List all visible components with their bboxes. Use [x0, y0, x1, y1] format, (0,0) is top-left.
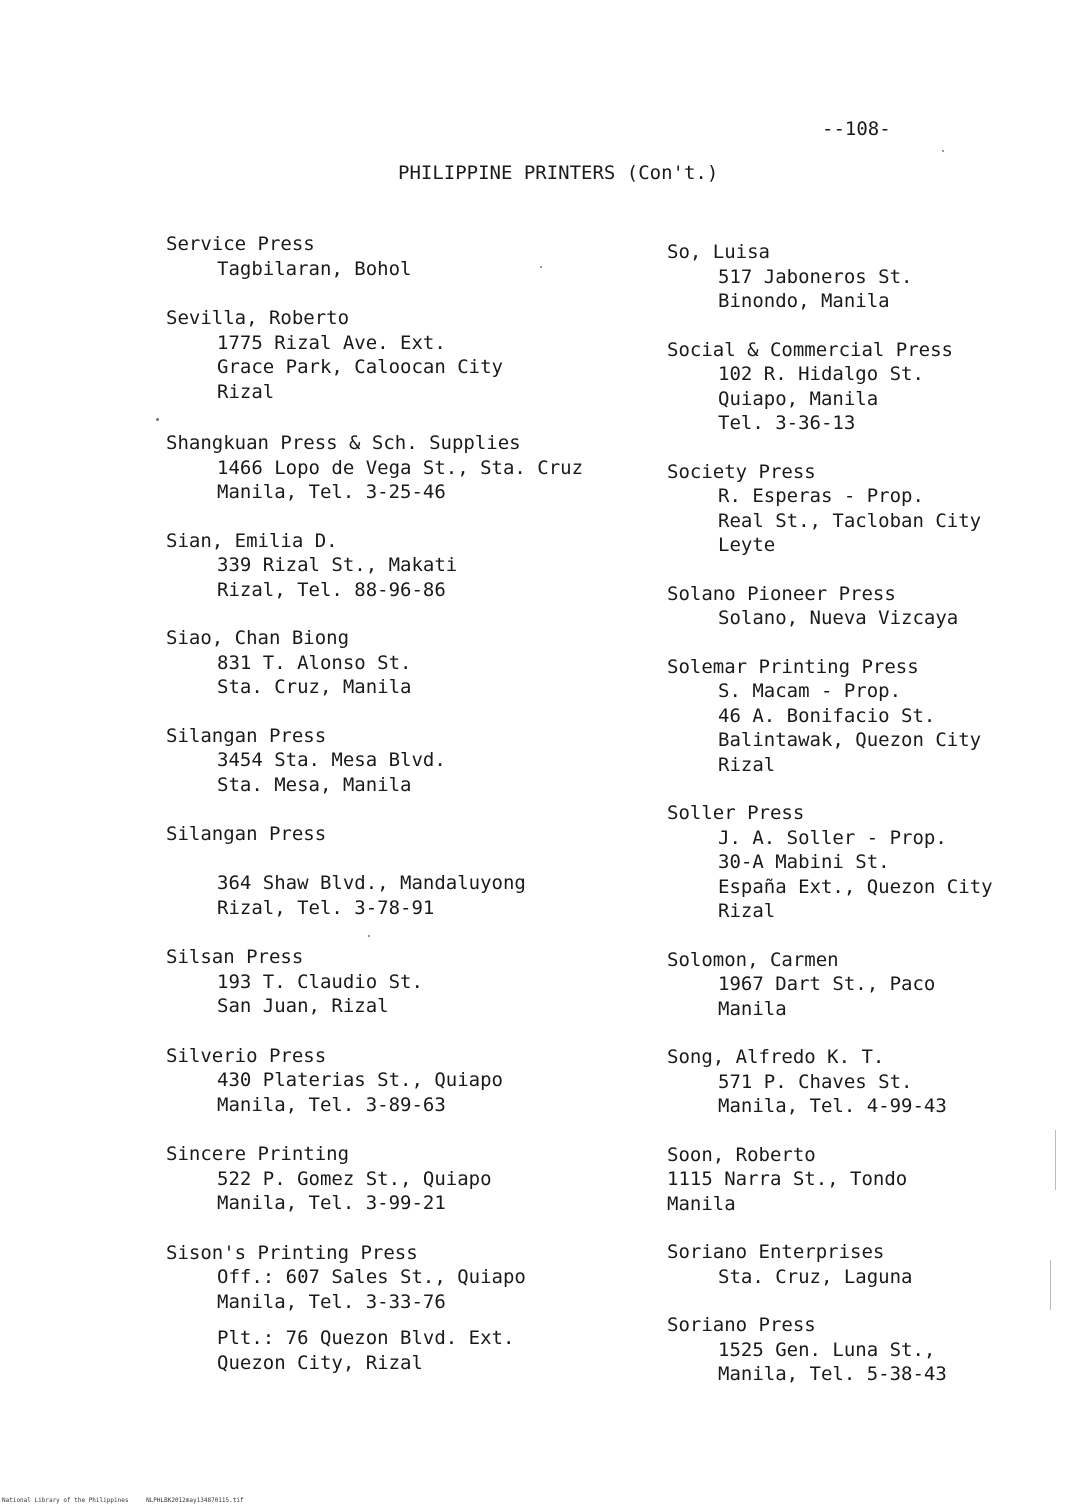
- entry-name: Solomon, Carmen: [667, 948, 839, 971]
- scan-speck: [942, 150, 944, 152]
- directory-entry: [667, 1143, 1067, 1217]
- entry-line: J. A. Soller - Prop.: [718, 826, 947, 849]
- entry-name: Service Press: [166, 233, 315, 255]
- entry-line: Quezon City, Rizal: [217, 1351, 423, 1374]
- entry-line: 30-A Mabini St.: [718, 851, 890, 873]
- right-column: [667, 240, 1067, 1387]
- directory-entry: [667, 582, 1067, 631]
- entry-line: Manila, Tel. 3-89-63: [217, 1093, 446, 1116]
- left-column: [166, 232, 626, 1375]
- entry-name: Society Press: [667, 460, 816, 483]
- entry-line: Leyte: [718, 534, 776, 556]
- directory-entry: [667, 460, 1067, 558]
- directory-entry: [166, 1142, 626, 1216]
- entry-name: Silverio Press: [166, 1044, 327, 1067]
- footer-library: National Library of the Philippines: [2, 1497, 129, 1504]
- directory-entry: [166, 724, 626, 798]
- entry-line: Plt.: 76 Quezon Blvd. Ext.: [217, 1327, 515, 1349]
- entry-name: Soon, Roberto: [667, 1143, 816, 1166]
- page-number: --108-: [822, 118, 891, 140]
- entry-line: 46 A. Bonifacio St.: [718, 704, 936, 727]
- directory-entry: [667, 948, 1067, 1022]
- entry-name: Solano Pioneer Press: [667, 582, 896, 605]
- entry-line: 102 R. Hidalgo St.: [718, 363, 924, 385]
- entry-line: Off.: 607 Sales St., Quiapo: [217, 1266, 526, 1288]
- entry-line: Manila, Tel. 3-33-76: [217, 1290, 446, 1313]
- entry-name: Soriano Press: [667, 1314, 816, 1336]
- entry-line: Balintawak, Quezon City: [718, 729, 982, 751]
- entry-line: 517 Jaboneros St.: [718, 265, 913, 288]
- entry-line: S. Macam - Prop.: [718, 680, 902, 702]
- entry-line: Manila: [718, 997, 787, 1020]
- entry-line: 1775 Rizal Ave. Ext.: [217, 331, 446, 354]
- directory-entry: [166, 945, 626, 1019]
- entry-line: Tagbilaran, Bohol: [217, 257, 412, 280]
- directory-entry: [667, 240, 1067, 314]
- entry-name: Silsan Press: [166, 946, 304, 968]
- directory-entry: [667, 338, 1067, 436]
- entry-name: Sevilla, Roberto: [166, 307, 350, 329]
- entry-line: Sta. Cruz, Manila: [217, 676, 412, 698]
- entry-name: Silangan Press: [166, 823, 327, 845]
- entry-line: 1466 Lopo de Vega St., Sta. Cruz: [217, 456, 584, 479]
- entry-name: Solemar Printing Press: [667, 655, 919, 678]
- entry-line: Rizal: [718, 753, 776, 776]
- directory-entry: [166, 431, 626, 505]
- directory-entry: [667, 1313, 1067, 1387]
- directory-entry: [166, 626, 626, 700]
- entry-name: So, Luisa: [667, 241, 770, 263]
- entry-line: España Ext., Quezon City: [718, 875, 993, 898]
- entry-name: Soriano Enterprises: [667, 1241, 885, 1263]
- entry-line: Manila, Tel. 5-38-43: [718, 1363, 947, 1385]
- entry-name: Shangkuan Press & Sch. Supplies: [166, 432, 521, 454]
- entry-line: Quiapo, Manila: [718, 387, 879, 410]
- entry-line: 831 T. Alonso St.: [217, 651, 412, 674]
- directory-entry: [667, 655, 1067, 778]
- entry-line: Sta. Mesa, Manila: [217, 773, 412, 796]
- entry-name: Sincere Printing: [166, 1143, 350, 1165]
- directory-entry: [667, 1045, 1067, 1119]
- entry-line: Rizal, Tel. 88-96-86: [217, 578, 446, 601]
- entry-line: San Juan, Rizal: [217, 995, 389, 1017]
- entry-line: 193 T. Claudio St.: [217, 970, 423, 993]
- entry-line: Real St., Tacloban City: [718, 509, 982, 532]
- entry-line: 1967 Dart St., Paco: [718, 973, 936, 995]
- entry-line: Binondo, Manila: [718, 290, 890, 312]
- entry-name: Sian, Emilia D.: [166, 529, 338, 552]
- entry-line: 430 Platerias St., Quiapo: [217, 1069, 503, 1091]
- directory-entry: [166, 822, 626, 920]
- scan-edge-mark: [1050, 1260, 1051, 1310]
- entry-line: Rizal: [217, 380, 275, 403]
- directory-entry: [166, 1044, 626, 1118]
- entry-line: Manila, Tel. 4-99-43: [718, 1095, 947, 1117]
- footer-file: NLPHLBK2012may134870115.tif: [146, 1497, 244, 1504]
- entry-name: Siao, Chan Biong: [166, 627, 350, 649]
- entry-line: Manila: [667, 1192, 736, 1215]
- scan-footer: [2, 1497, 258, 1504]
- entry-name: Sison's Printing Press: [166, 1241, 418, 1264]
- entry-line: Manila, Tel. 3-99-21: [217, 1192, 446, 1214]
- directory-entry: [667, 801, 1067, 924]
- scan-speck: [540, 266, 542, 268]
- entry-name: Social & Commercial Press: [667, 338, 953, 361]
- scan-edge-mark: [1055, 1130, 1056, 1190]
- scan-speck: [368, 935, 370, 937]
- entry-name: Song, Alfredo K. T.: [667, 1046, 885, 1068]
- directory-entry: [166, 1241, 626, 1376]
- directory-entry: [166, 232, 626, 281]
- entry-line: 1115 Narra St., Tondo: [667, 1168, 908, 1190]
- entry-line: R. Esperas - Prop.: [718, 485, 924, 507]
- entry-name: Soller Press: [667, 802, 805, 824]
- scan-speck: [156, 418, 159, 421]
- entry-line: 1525 Gen. Luna St.,: [718, 1338, 936, 1361]
- directory-entry: [166, 529, 626, 603]
- entry-line: 571 P. Chaves St.: [718, 1070, 913, 1093]
- entry-line: 3454 Sta. Mesa Blvd.: [217, 749, 446, 771]
- entry-line: Rizal, Tel. 3-78-91: [217, 896, 435, 919]
- entry-line: 364 Shaw Blvd., Mandaluyong: [217, 872, 526, 894]
- entry-line: Manila, Tel. 3-25-46: [217, 481, 446, 503]
- entry-line: 339 Rizal St., Makati: [217, 554, 458, 576]
- entry-line: 522 P. Gomez St., Quiapo: [217, 1167, 492, 1190]
- entry-name: Silangan Press: [166, 724, 327, 747]
- entry-line: Grace Park, Caloocan City: [217, 356, 503, 378]
- page-title: PHILIPPINE PRINTERS (Con't.): [398, 162, 719, 184]
- entry-line: Rizal: [718, 900, 776, 922]
- entry-line: Tel. 3-36-13: [718, 412, 856, 434]
- directory-entry: [166, 306, 626, 404]
- entry-line: Sta. Cruz, Laguna: [718, 1265, 913, 1288]
- entry-line: Solano, Nueva Vizcaya: [718, 607, 959, 629]
- directory-entry: [667, 1240, 1067, 1289]
